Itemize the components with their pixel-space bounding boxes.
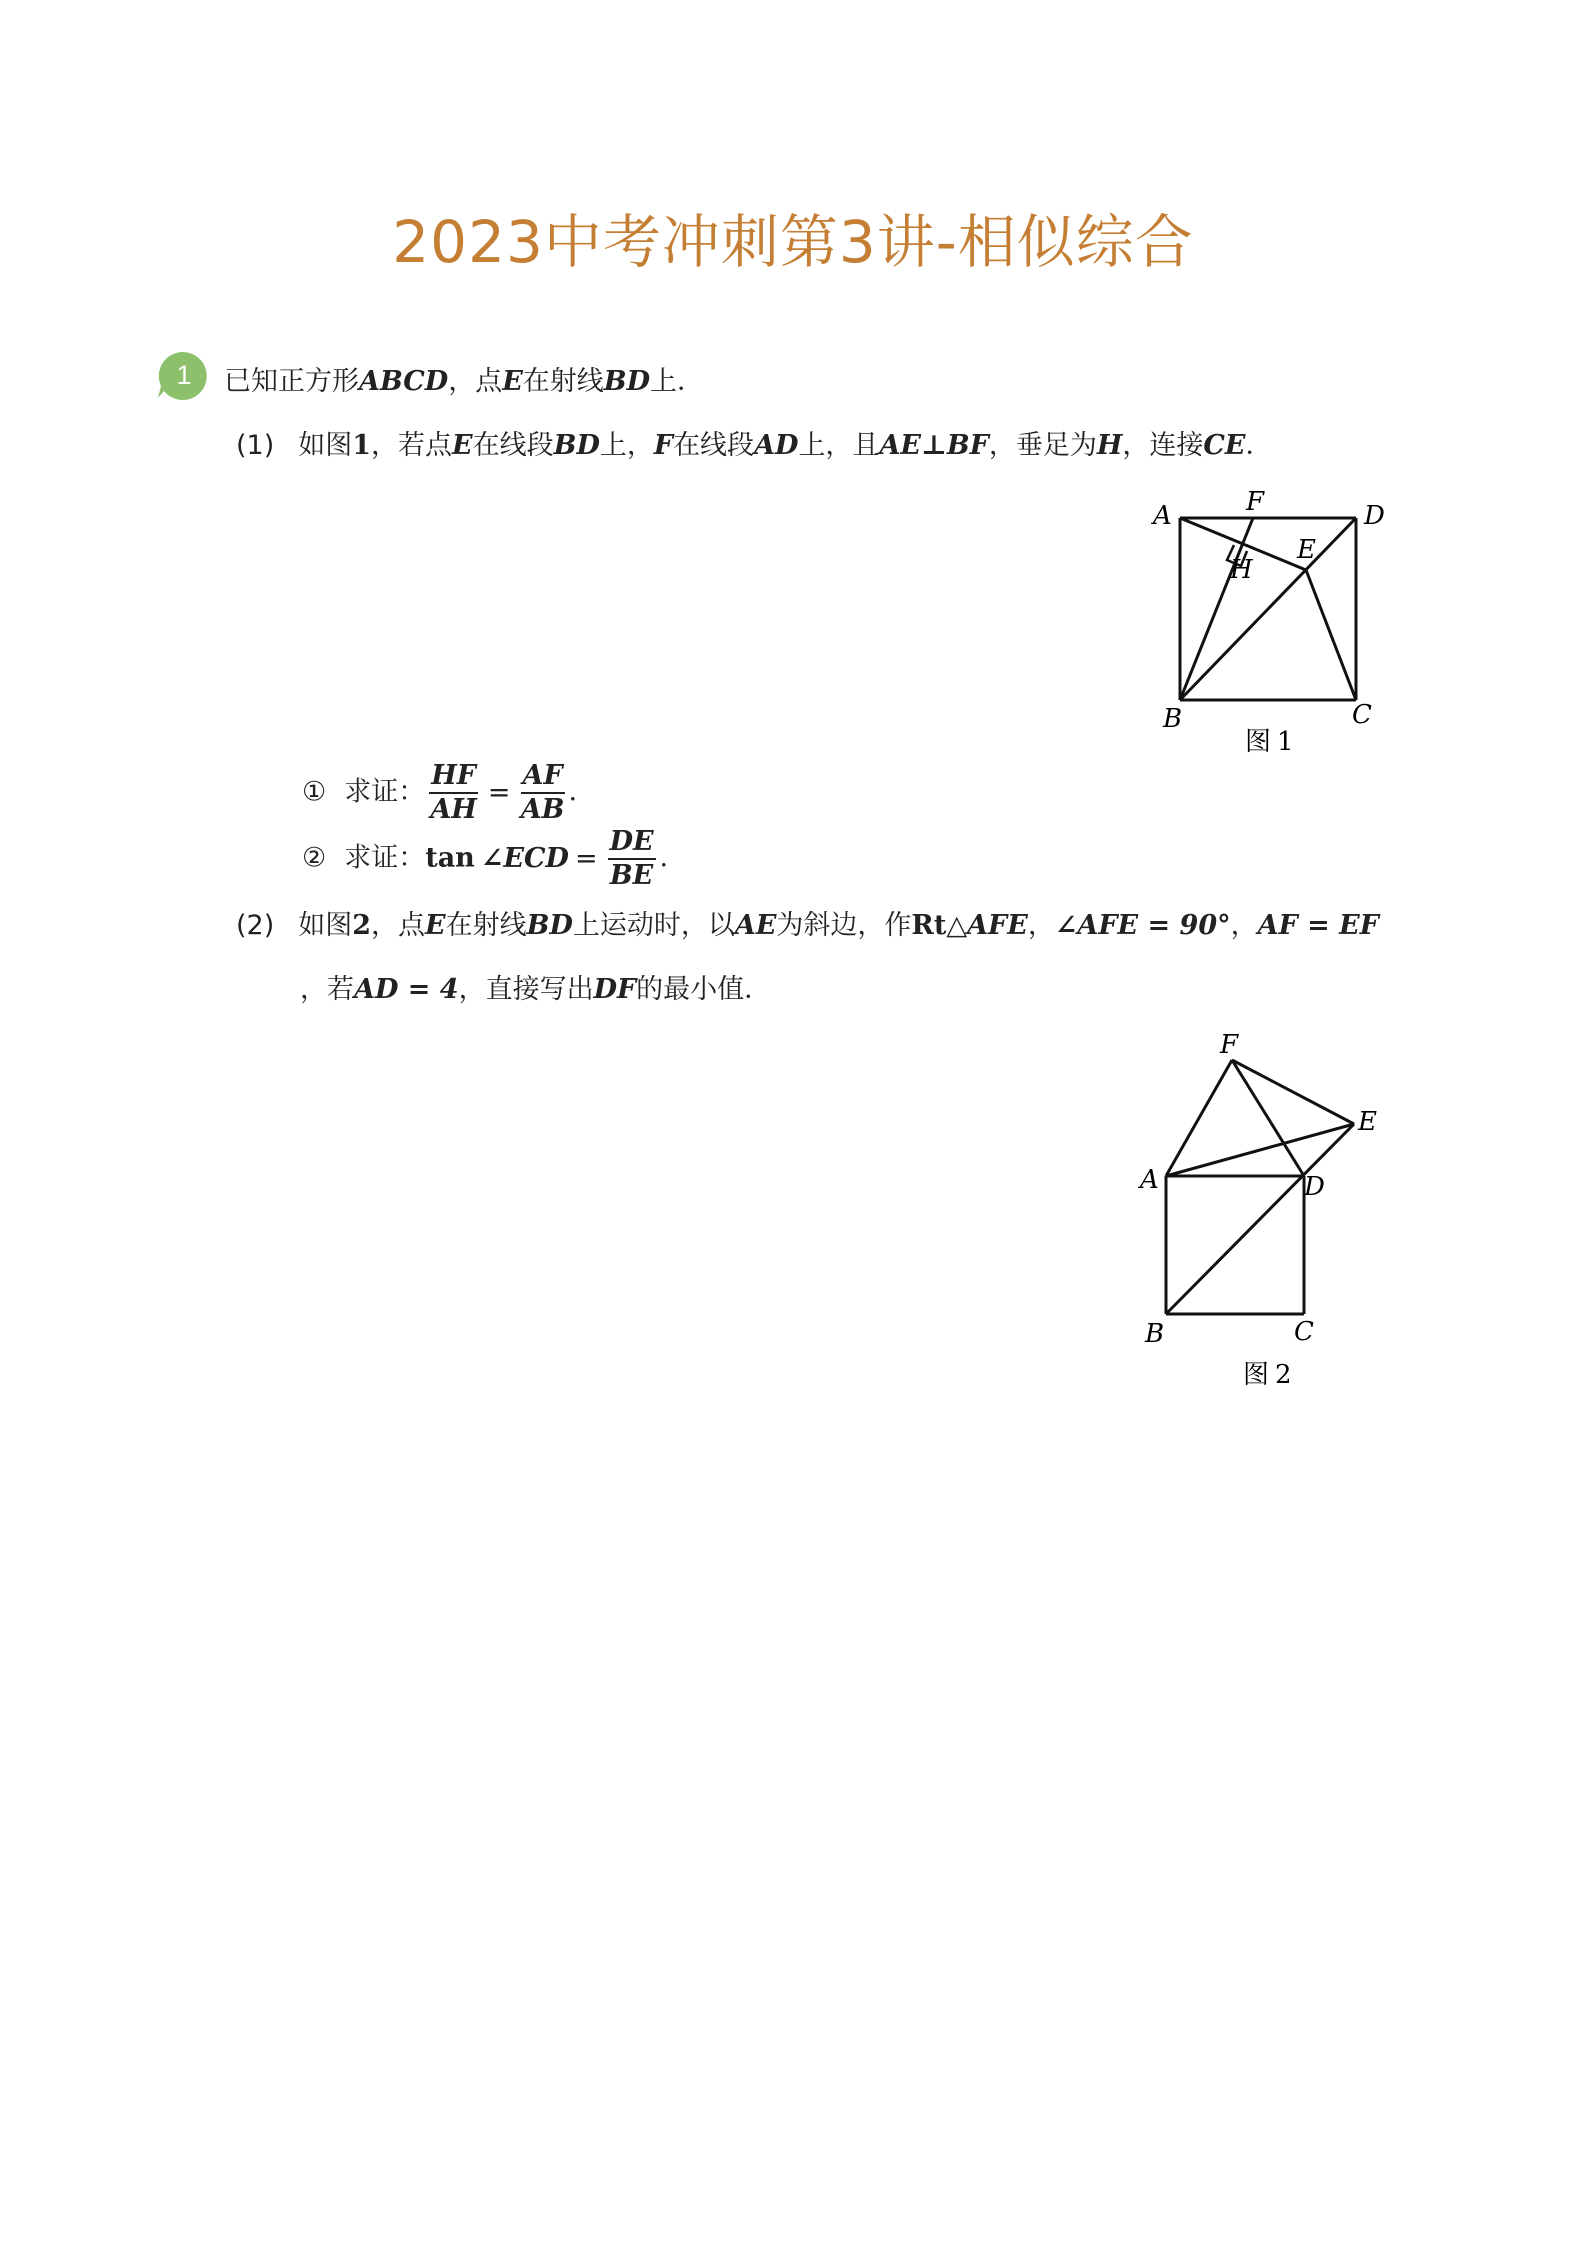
fig2-label-B: B [1145,1319,1165,1349]
fig2-label-C: C [1294,1317,1314,1347]
figure-1 [1140,480,1410,760]
fraction-af-ab: $\frac{AF}{AB}$ [520,760,565,825]
problem-number: 1 [176,360,192,390]
fig2-caption: 图 2 [1243,1360,1292,1390]
fraction-de-be: $\frac{DE}{BE}$ [609,826,654,891]
part-1-text: (1) 如图1，若点E在线段BD上，F在线段AD上，且AE⊥BF，垂足为H，连接CE． [236,430,1273,461]
sub-question-2: ② 求证：tan ∠ECD = $\frac{DE}{BE}$ ． [302,826,687,891]
fig1-label-F: F [1246,487,1265,517]
fig1-label-D: D [1364,501,1385,531]
fig1-label-E: E [1297,535,1316,565]
fig1-label-H: H [1230,555,1253,585]
fig1-label-B: B [1163,704,1183,734]
part-2-text-line2: ，若AD = 4，直接写出DF的最小值． [300,974,772,1005]
fig1-label-A: A [1153,501,1172,531]
fig2-label-E: E [1358,1107,1377,1137]
sub-question-1: ① 求证： $\frac{HF}{AH}$ = $\frac{AF}{AB}$ ． [302,760,596,825]
fig2-label-D: D [1304,1172,1325,1202]
fig1-caption: 图 1 [1245,727,1294,757]
fig2-label-F: F [1220,1030,1239,1060]
problem-number-badge [156,350,210,400]
problem-stem: 已知正方形ABCD，点E在射线BD上． [224,366,705,397]
page-title: 2023中考冲刺第3讲-相似综合 [392,208,1194,276]
fraction-hf-ah: $\frac{HF}{AH}$ [430,760,477,825]
fig2-label-A: A [1140,1165,1159,1195]
figure-2 [1130,1030,1410,1400]
part-2-text-line1: (2) 如图2，点E在射线BD上运动时，以AE为斜边，作Rt△AFE，∠AFE = 90°，AF = EF [236,910,1379,941]
fig1-label-C: C [1352,700,1372,730]
